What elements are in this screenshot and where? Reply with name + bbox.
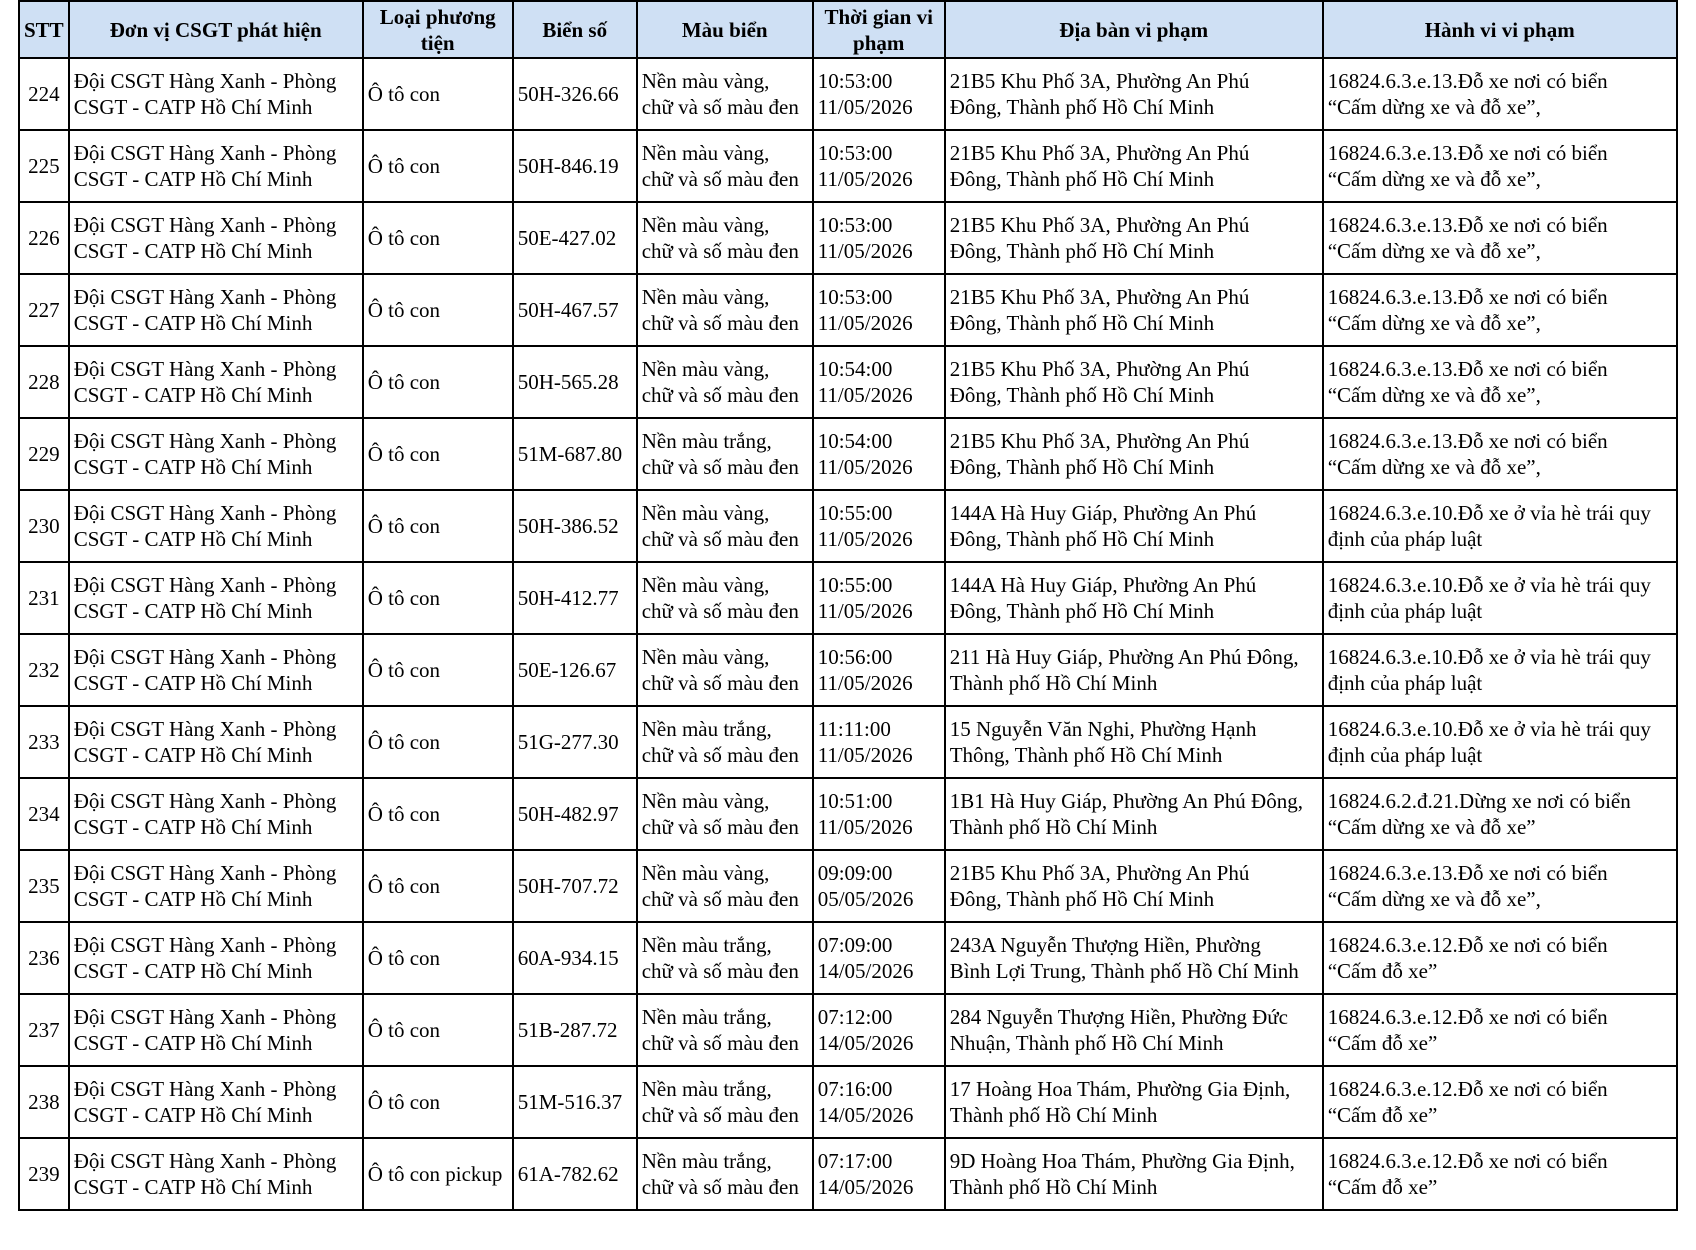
cell-vehicle-type: Ô tô con	[363, 850, 513, 922]
header-plate-color: Màu biển	[637, 1, 813, 58]
cell-time: 07:16:00 14/05/2026	[813, 1066, 945, 1138]
cell-time: 10:53:00 11/05/2026	[813, 130, 945, 202]
table-row	[19, 1138, 1677, 1210]
table-row	[19, 922, 1677, 994]
cell-time: 09:09:00 05/05/2026	[813, 850, 945, 922]
cell-plate: 50H-326.66	[513, 58, 637, 130]
table-row	[19, 562, 1677, 634]
table-row	[19, 1066, 1677, 1138]
cell-location: 21B5 Khu Phố 3A, Phường An Phú Đông, Thành phố Hồ Chí Minh	[945, 130, 1323, 202]
cell-violation: 16824.6.3.e.10.Đỗ xe ở vỉa hè trái quy định của pháp luật	[1323, 562, 1677, 634]
table-row	[19, 706, 1677, 778]
cell-time: 07:09:00 14/05/2026	[813, 922, 945, 994]
cell-plate: 51B-287.72	[513, 994, 637, 1066]
cell-violation: 16824.6.3.e.13.Đỗ xe nơi có biển “Cấm dừng xe và đỗ xe”,	[1323, 130, 1677, 202]
cell-plate: 50E-126.67	[513, 634, 637, 706]
cell-unit: Đội CSGT Hàng Xanh - Phòng CSGT - CATP Hồ Chí Minh	[69, 202, 363, 274]
cell-vehicle-type: Ô tô con	[363, 418, 513, 490]
header-unit: Đơn vị CSGT phát hiện	[69, 1, 363, 58]
cell-unit: Đội CSGT Hàng Xanh - Phòng CSGT - CATP Hồ Chí Minh	[69, 58, 363, 130]
cell-violation: 16824.6.3.e.10.Đỗ xe ở vỉa hè trái quy định của pháp luật	[1323, 634, 1677, 706]
cell-vehicle-type: Ô tô con	[363, 634, 513, 706]
cell-unit: Đội CSGT Hàng Xanh - Phòng CSGT - CATP Hồ Chí Minh	[69, 130, 363, 202]
cell-stt: 239	[19, 1138, 69, 1210]
cell-location: 21B5 Khu Phố 3A, Phường An Phú Đông, Thành phố Hồ Chí Minh	[945, 58, 1323, 130]
cell-vehicle-type: Ô tô con	[363, 778, 513, 850]
cell-vehicle-type: Ô tô con	[363, 706, 513, 778]
cell-time: 07:17:00 14/05/2026	[813, 1138, 945, 1210]
cell-violation: 16824.6.3.e.13.Đỗ xe nơi có biển “Cấm dừng xe và đỗ xe”,	[1323, 202, 1677, 274]
header-location: Địa bàn vi phạm	[945, 1, 1323, 58]
cell-time: 10:56:00 11/05/2026	[813, 634, 945, 706]
cell-time: 10:53:00 11/05/2026	[813, 58, 945, 130]
cell-plate: 51M-516.37	[513, 1066, 637, 1138]
cell-violation: 16824.6.3.e.10.Đỗ xe ở vỉa hè trái quy định của pháp luật	[1323, 490, 1677, 562]
cell-stt: 230	[19, 490, 69, 562]
cell-vehicle-type: Ô tô con	[363, 1066, 513, 1138]
cell-time: 10:51:00 11/05/2026	[813, 778, 945, 850]
cell-plate-color: Nền màu vàng, chữ và số màu đen	[637, 490, 813, 562]
cell-vehicle-type: Ô tô con	[363, 994, 513, 1066]
cell-stt: 236	[19, 922, 69, 994]
cell-stt: 234	[19, 778, 69, 850]
table-row	[19, 994, 1677, 1066]
cell-time: 10:54:00 11/05/2026	[813, 346, 945, 418]
cell-plate-color: Nền màu trắng, chữ và số màu đen	[637, 1138, 813, 1210]
cell-stt: 227	[19, 274, 69, 346]
header-time: Thời gian vi phạm	[813, 1, 945, 58]
cell-plate: 61A-782.62	[513, 1138, 637, 1210]
cell-vehicle-type: Ô tô con pickup	[363, 1138, 513, 1210]
cell-violation: 16824.6.3.e.13.Đỗ xe nơi có biển “Cấm dừng xe và đỗ xe”,	[1323, 58, 1677, 130]
table-row	[19, 274, 1677, 346]
cell-plate: 50H-565.28	[513, 346, 637, 418]
cell-location: 21B5 Khu Phố 3A, Phường An Phú Đông, Thành phố Hồ Chí Minh	[945, 346, 1323, 418]
cell-plate: 50H-412.77	[513, 562, 637, 634]
cell-time: 10:53:00 11/05/2026	[813, 202, 945, 274]
cell-plate-color: Nền màu trắng, chữ và số màu đen	[637, 1066, 813, 1138]
table-row	[19, 778, 1677, 850]
cell-location: 243A Nguyễn Thượng Hiền, Phường Bình Lợi Trung, Thành phố Hồ Chí Minh	[945, 922, 1323, 994]
cell-plate-color: Nền màu vàng, chữ và số màu đen	[637, 346, 813, 418]
cell-unit: Đội CSGT Hàng Xanh - Phòng CSGT - CATP Hồ Chí Minh	[69, 634, 363, 706]
table-row	[19, 346, 1677, 418]
cell-stt: 225	[19, 130, 69, 202]
cell-vehicle-type: Ô tô con	[363, 346, 513, 418]
cell-plate: 50H-707.72	[513, 850, 637, 922]
cell-unit: Đội CSGT Hàng Xanh - Phòng CSGT - CATP Hồ Chí Minh	[69, 490, 363, 562]
cell-location: 21B5 Khu Phố 3A, Phường An Phú Đông, Thành phố Hồ Chí Minh	[945, 850, 1323, 922]
cell-location: 144A Hà Huy Giáp, Phường An Phú Đông, Thành phố Hồ Chí Minh	[945, 490, 1323, 562]
cell-time: 10:55:00 11/05/2026	[813, 490, 945, 562]
cell-violation: 16824.6.3.e.13.Đỗ xe nơi có biển “Cấm dừng xe và đỗ xe”,	[1323, 346, 1677, 418]
cell-vehicle-type: Ô tô con	[363, 922, 513, 994]
cell-stt: 233	[19, 706, 69, 778]
header-stt: STT	[19, 1, 69, 58]
cell-plate-color: Nền màu vàng, chữ và số màu đen	[637, 202, 813, 274]
cell-unit: Đội CSGT Hàng Xanh - Phòng CSGT - CATP Hồ Chí Minh	[69, 850, 363, 922]
cell-unit: Đội CSGT Hàng Xanh - Phòng CSGT - CATP Hồ Chí Minh	[69, 1138, 363, 1210]
cell-time: 10:53:00 11/05/2026	[813, 274, 945, 346]
cell-violation: 16824.6.3.e.12.Đỗ xe nơi có biển “Cấm đỗ xe”	[1323, 1138, 1677, 1210]
cell-unit: Đội CSGT Hàng Xanh - Phòng CSGT - CATP Hồ Chí Minh	[69, 1066, 363, 1138]
header-vehicle-type: Loại phương tiện	[363, 1, 513, 58]
cell-plate-color: Nền màu vàng, chữ và số màu đen	[637, 634, 813, 706]
cell-plate-color: Nền màu vàng, chữ và số màu đen	[637, 274, 813, 346]
cell-violation: 16824.6.3.e.10.Đỗ xe ở vỉa hè trái quy định của pháp luật	[1323, 706, 1677, 778]
cell-time: 10:54:00 11/05/2026	[813, 418, 945, 490]
table-row	[19, 58, 1677, 130]
table-row	[19, 850, 1677, 922]
cell-stt: 229	[19, 418, 69, 490]
cell-violation: 16824.6.3.e.13.Đỗ xe nơi có biển “Cấm dừng xe và đỗ xe”,	[1323, 418, 1677, 490]
cell-unit: Đội CSGT Hàng Xanh - Phòng CSGT - CATP Hồ Chí Minh	[69, 562, 363, 634]
header-violation: Hành vi vi phạm	[1323, 1, 1677, 58]
cell-plate-color: Nền màu vàng, chữ và số màu đen	[637, 130, 813, 202]
cell-vehicle-type: Ô tô con	[363, 58, 513, 130]
cell-unit: Đội CSGT Hàng Xanh - Phòng CSGT - CATP Hồ Chí Minh	[69, 418, 363, 490]
cell-unit: Đội CSGT Hàng Xanh - Phòng CSGT - CATP Hồ Chí Minh	[69, 922, 363, 994]
cell-violation: 16824.6.3.e.12.Đỗ xe nơi có biển “Cấm đỗ xe”	[1323, 922, 1677, 994]
cell-plate-color: Nền màu vàng, chữ và số màu đen	[637, 562, 813, 634]
header-row	[19, 1, 1677, 58]
cell-location: 9D Hoàng Hoa Thám, Phường Gia Định, Thành phố Hồ Chí Minh	[945, 1138, 1323, 1210]
cell-unit: Đội CSGT Hàng Xanh - Phòng CSGT - CATP Hồ Chí Minh	[69, 994, 363, 1066]
table-row	[19, 202, 1677, 274]
cell-location: 15 Nguyễn Văn Nghi, Phường Hạnh Thông, Thành phố Hồ Chí Minh	[945, 706, 1323, 778]
cell-plate: 51G-277.30	[513, 706, 637, 778]
cell-violation: 16824.6.3.e.12.Đỗ xe nơi có biển “Cấm đỗ xe”	[1323, 994, 1677, 1066]
violations-table	[18, 0, 1678, 1211]
cell-unit: Đội CSGT Hàng Xanh - Phòng CSGT - CATP Hồ Chí Minh	[69, 274, 363, 346]
cell-stt: 226	[19, 202, 69, 274]
header-plate: Biển số	[513, 1, 637, 58]
cell-plate: 50H-482.97	[513, 778, 637, 850]
cell-violation: 16824.6.3.e.13.Đỗ xe nơi có biển “Cấm dừng xe và đỗ xe”,	[1323, 274, 1677, 346]
cell-plate-color: Nền màu trắng, chữ và số màu đen	[637, 922, 813, 994]
cell-location: 17 Hoàng Hoa Thám, Phường Gia Định, Thành phố Hồ Chí Minh	[945, 1066, 1323, 1138]
cell-vehicle-type: Ô tô con	[363, 490, 513, 562]
cell-plate-color: Nền màu trắng, chữ và số màu đen	[637, 706, 813, 778]
cell-time: 07:12:00 14/05/2026	[813, 994, 945, 1066]
table-row	[19, 418, 1677, 490]
cell-plate-color: Nền màu vàng, chữ và số màu đen	[637, 58, 813, 130]
cell-plate: 50H-467.57	[513, 274, 637, 346]
cell-stt: 232	[19, 634, 69, 706]
cell-plate-color: Nền màu vàng, chữ và số màu đen	[637, 778, 813, 850]
table-row	[19, 634, 1677, 706]
cell-stt: 238	[19, 1066, 69, 1138]
cell-plate: 51M-687.80	[513, 418, 637, 490]
cell-unit: Đội CSGT Hàng Xanh - Phòng CSGT - CATP Hồ Chí Minh	[69, 346, 363, 418]
cell-stt: 224	[19, 58, 69, 130]
cell-stt: 237	[19, 994, 69, 1066]
cell-vehicle-type: Ô tô con	[363, 274, 513, 346]
cell-location: 284 Nguyễn Thượng Hiền, Phường Đức Nhuận, Thành phố Hồ Chí Minh	[945, 994, 1323, 1066]
table-row	[19, 130, 1677, 202]
cell-plate: 50E-427.02	[513, 202, 637, 274]
cell-plate-color: Nền màu trắng, chữ và số màu đen	[637, 994, 813, 1066]
cell-location: 21B5 Khu Phố 3A, Phường An Phú Đông, Thành phố Hồ Chí Minh	[945, 274, 1323, 346]
cell-stt: 228	[19, 346, 69, 418]
cell-vehicle-type: Ô tô con	[363, 130, 513, 202]
cell-location: 21B5 Khu Phố 3A, Phường An Phú Đông, Thành phố Hồ Chí Minh	[945, 418, 1323, 490]
cell-unit: Đội CSGT Hàng Xanh - Phòng CSGT - CATP Hồ Chí Minh	[69, 778, 363, 850]
cell-vehicle-type: Ô tô con	[363, 202, 513, 274]
cell-location: 211 Hà Huy Giáp, Phường An Phú Đông, Thành phố Hồ Chí Minh	[945, 634, 1323, 706]
cell-plate-color: Nền màu vàng, chữ và số màu đen	[637, 850, 813, 922]
cell-location: 21B5 Khu Phố 3A, Phường An Phú Đông, Thành phố Hồ Chí Minh	[945, 202, 1323, 274]
cell-plate: 60A-934.15	[513, 922, 637, 994]
cell-location: 144A Hà Huy Giáp, Phường An Phú Đông, Thành phố Hồ Chí Minh	[945, 562, 1323, 634]
cell-violation: 16824.6.3.e.12.Đỗ xe nơi có biển “Cấm đỗ xe”	[1323, 1066, 1677, 1138]
cell-violation: 16824.6.3.e.13.Đỗ xe nơi có biển “Cấm dừng xe và đỗ xe”,	[1323, 850, 1677, 922]
cell-violation: 16824.6.2.đ.21.Dừng xe nơi có biển “Cấm dừng xe và đỗ xe”	[1323, 778, 1677, 850]
cell-time: 10:55:00 11/05/2026	[813, 562, 945, 634]
cell-plate-color: Nền màu trắng, chữ và số màu đen	[637, 418, 813, 490]
cell-vehicle-type: Ô tô con	[363, 562, 513, 634]
cell-location: 1B1 Hà Huy Giáp, Phường An Phú Đông, Thành phố Hồ Chí Minh	[945, 778, 1323, 850]
cell-time: 11:11:00 11/05/2026	[813, 706, 945, 778]
table-row	[19, 490, 1677, 562]
cell-plate: 50H-846.19	[513, 130, 637, 202]
cell-stt: 231	[19, 562, 69, 634]
cell-unit: Đội CSGT Hàng Xanh - Phòng CSGT - CATP Hồ Chí Minh	[69, 706, 363, 778]
cell-stt: 235	[19, 850, 69, 922]
cell-plate: 50H-386.52	[513, 490, 637, 562]
